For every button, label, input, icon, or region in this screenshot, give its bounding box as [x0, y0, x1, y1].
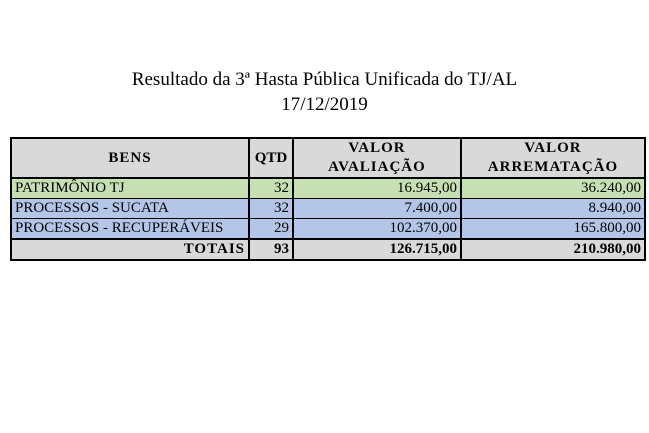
header-qtd: QTD: [249, 138, 293, 178]
results-table: [10, 137, 646, 261]
cell-qtd: 32: [249, 199, 293, 219]
table-row: [11, 178, 645, 199]
header-valor-arrematacao-line1: VALOR: [524, 140, 582, 156]
header-valor-avaliacao-line2: AVALIAÇÃO: [328, 159, 426, 175]
report-title: Resultado da 3ª Hasta Pública Unificada do TJ/AL: [131, 69, 518, 90]
cell-valor-avaliacao: 102.370,00: [293, 219, 461, 240]
cell-qtd: 29: [249, 219, 293, 240]
table-row: [11, 199, 645, 219]
header-row: [11, 138, 645, 178]
cell-bens: PROCESSOS - SUCATA: [11, 199, 249, 219]
totals-qtd: 93: [249, 239, 293, 260]
table-row: [11, 219, 645, 240]
report-date: 17/12/2019: [281, 94, 368, 115]
totals-valor-avaliacao: 126.715,00: [293, 239, 461, 260]
cell-qtd: 32: [249, 178, 293, 199]
totals-label: TOTAIS: [11, 239, 249, 260]
cell-valor-arrematacao: 165.800,00: [461, 219, 645, 240]
cell-valor-avaliacao: 7.400,00: [293, 199, 461, 219]
cell-bens: PATRIMÔNIO TJ: [11, 178, 249, 199]
header-bens: BENS: [11, 138, 249, 178]
totals-valor-arrematacao: 210.980,00: [461, 239, 645, 260]
header-valor-avaliacao-line1: VALOR: [348, 140, 406, 156]
cell-valor-avaliacao: 16.945,00: [293, 178, 461, 199]
header-valor-arrematacao-line2: ARREMATAÇÃO: [487, 159, 619, 175]
cell-valor-arrematacao: 8.940,00: [461, 199, 645, 219]
totals-row: [11, 239, 645, 260]
cell-bens: PROCESSOS - RECUPERÁVEIS: [11, 219, 249, 240]
header-valor-avaliacao: [293, 138, 461, 178]
cell-valor-arrematacao: 36.240,00: [461, 178, 645, 199]
header-valor-arrematacao: [461, 138, 645, 178]
